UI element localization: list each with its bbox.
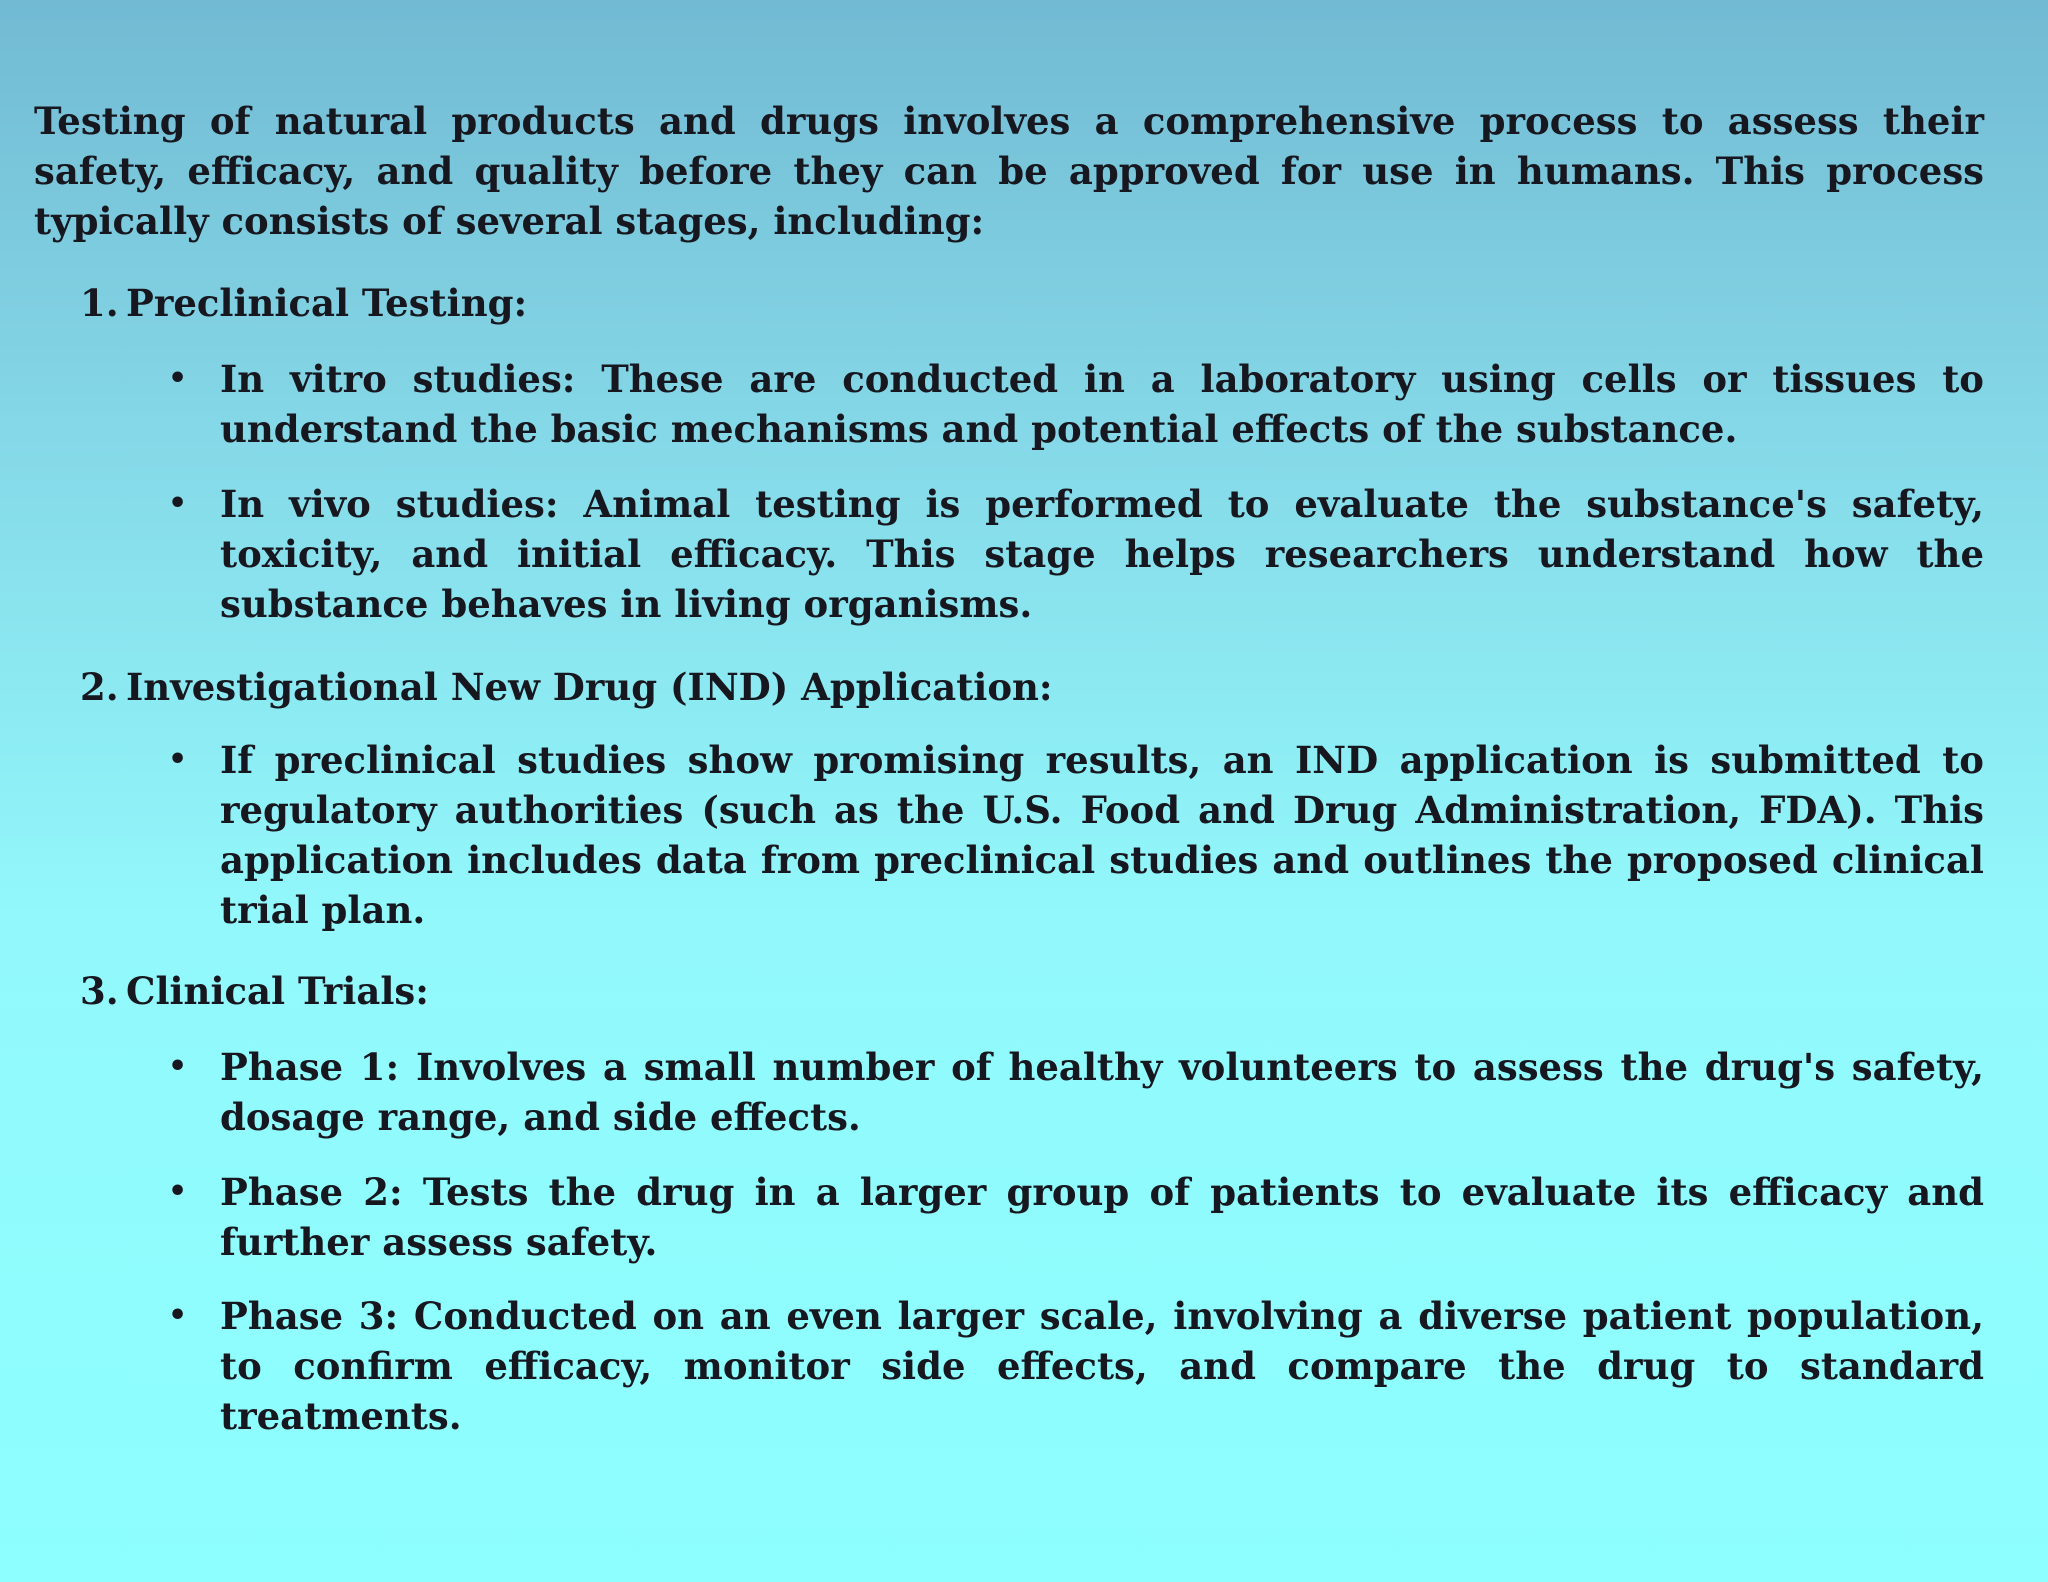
section-title: Investigational New Drug (IND) Application: [126,665,1053,709]
section-number: 1. [80,281,119,325]
section-title: Clinical Trials: [126,969,429,1013]
section-number: 2. [80,665,119,709]
section-number: 3. [80,969,119,1013]
section-heading [80,662,1053,712]
section-title: Preclinical Testing: [126,281,528,325]
section-heading [80,278,527,328]
bullet-item: • Phase 1: Involves a small number of healthy volunteers to assess the drug's safety, dosage range, and side effects. [220,1042,1984,1142]
intro-paragraph: Testing of natural products and drugs involves a comprehensive process to assess their safety, efficacy, and quality before they can be approved for use in humans. This process typically consists of several stages, including: [34,99,1984,243]
bullet-item: • Phase 3: Conducted on an even larger scale, involving a diverse patient population, to confirm efficacy, monitor side effects, and compare the drug to standard treatments. [220,1291,1984,1441]
section-heading [80,966,429,1016]
bullet-item: • In vivo studies: Animal testing is performed to evaluate the substance's safety, toxicity, and initial efficacy. This stage helps researchers understand how the substance behaves in living organisms. [220,479,1984,629]
bullet-item: • Phase 2: Tests the drug in a larger group of patients to evaluate its efficacy and further assess safety. [220,1167,1984,1267]
bullet-item: • If preclinical studies show promising results, an IND application is submitted to regulatory authorities (such as the U.S. Food and Drug Administration, FDA). This application includes data from preclinical studies and outlines the proposed clinical trial plan. [220,735,1984,935]
bullet-item: • In vitro studies: These are conducted in a laboratory using cells or tissues to understand the basic mechanisms and potential effects of the substance. [220,354,1984,454]
